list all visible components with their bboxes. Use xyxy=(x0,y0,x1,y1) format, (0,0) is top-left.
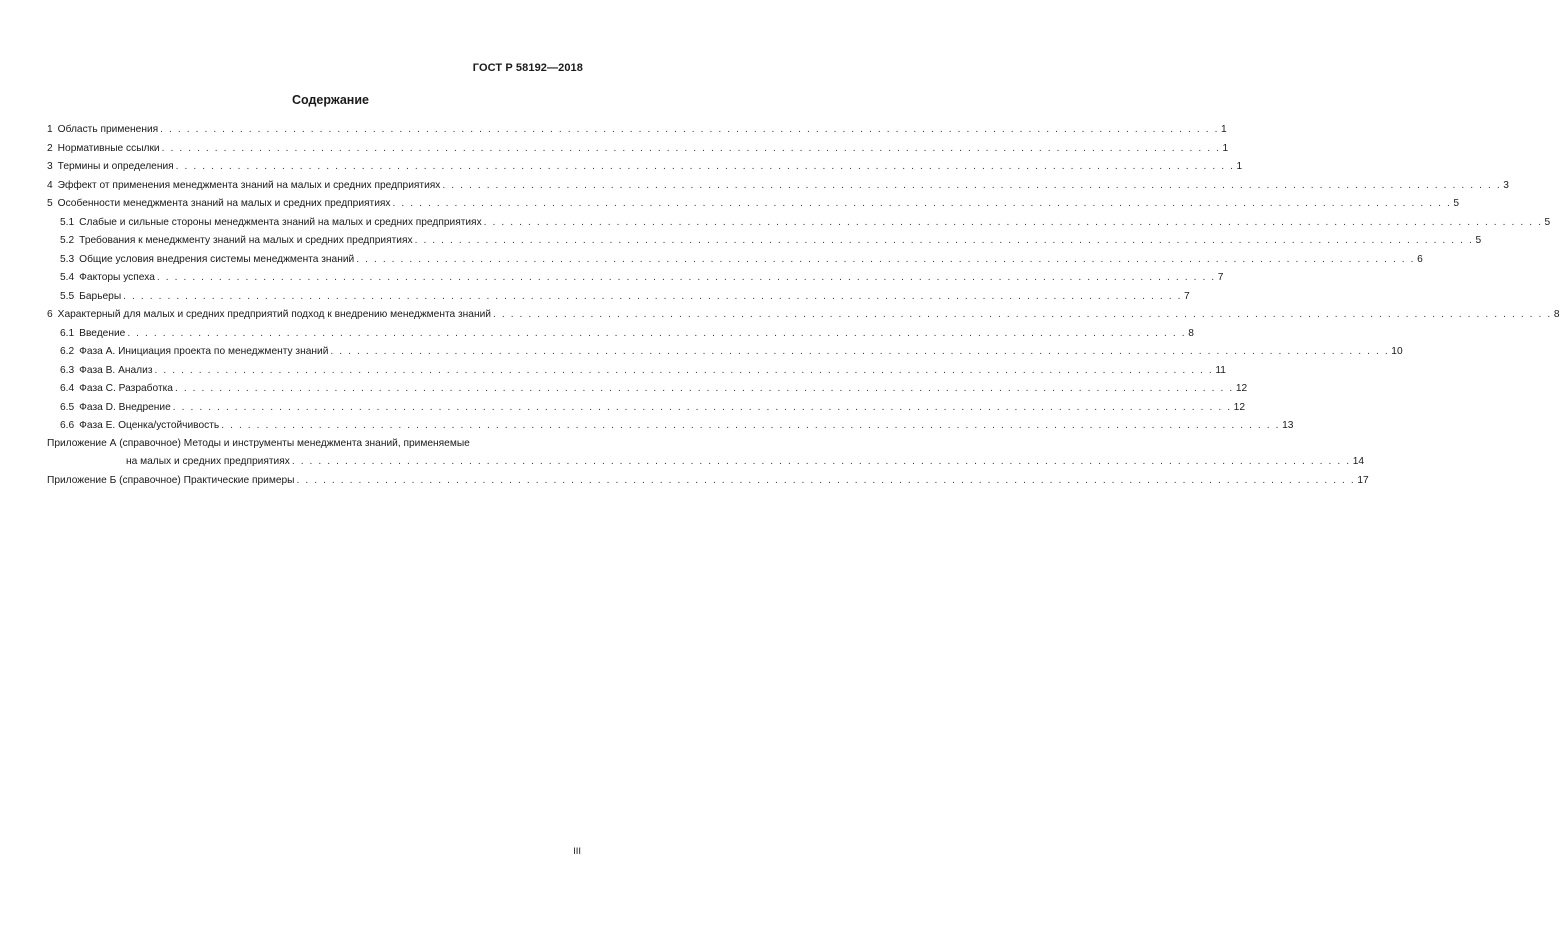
toc-number: 6.1 xyxy=(60,327,75,339)
toc-label: Фаза В. Анализ xyxy=(79,364,153,376)
toc-number: 6.6 xyxy=(60,420,75,431)
toc-entry-6-6[interactable] xyxy=(47,417,1294,436)
toc-page-number: 5 xyxy=(1475,235,1482,246)
toc-entry-6-2[interactable] xyxy=(47,343,1403,362)
dot-leader: . . . . . . . . . . . . . . . . . . . . . . . . . . . . . . . . . . . . . . . . . . . . . . . . . . . . . . . . . . . . . . . . . . . . . . . . . . . . . . . . . . . . . . . . . . . . . . . . . . . . . . . . . . . . . . . . . . . . . . . . xyxy=(127,327,1187,339)
toc-page-number: 1 xyxy=(1222,142,1229,154)
toc-page-number: 7 xyxy=(1217,272,1224,283)
toc-page-number: 10 xyxy=(1391,346,1403,357)
toc-label: на малых и средних предприятиях xyxy=(126,455,290,467)
toc-number: 5.2 xyxy=(60,235,75,246)
dot-leader: . . . . . . . . . . . . . . . . . . . . . . . . . . . . . . . . . . . . . . . . . . . . . . . . . . . . . . . . . . . . . . . . . . . . . . . . . . . . . . . . . . . . . . . . . . . . . . . . . . . . . . . . . . . . . . . . . . . . . . . . xyxy=(356,253,1416,265)
toc-label: Приложение Б (справочное) Практические примеры xyxy=(47,474,295,486)
toc-entry-5-3[interactable] xyxy=(47,251,1423,270)
toc-page-number: 5 xyxy=(1544,216,1551,228)
toc-appendix-a-line1[interactable] xyxy=(47,436,583,452)
toc-label: Нормативные ссылки xyxy=(57,142,160,154)
toc-page-number: 12 xyxy=(1235,383,1248,394)
toc-entry-6-5[interactable] xyxy=(47,399,1245,418)
toc-entry-6-4[interactable] xyxy=(47,380,1248,399)
toc-number: 6.5 xyxy=(60,401,75,413)
toc-page-number: 8 xyxy=(1188,327,1194,339)
dot-leader: . . . . . . . . . . . . . . . . . . . . . . . . . . . . . . . . . . . . . . . . . . . . . . . . . . . . . . . . . . . . . . . . . . . . . . . . . . . . . . . . . . . . . . . . . . . . . . . . . . . . . . . . . . . . . . . . . . . . . . . . xyxy=(156,272,1216,283)
toc-number: 1 xyxy=(47,124,53,135)
dot-leader: . . . . . . . . . . . . . . . . . . . . . . . . . . . . . . . . . . . . . . . . . . . . . . . . . . . . . . . . . . . . . . . . . . . . . . . . . . . . . . . . . . . . . . . . . . . . . . . . . . . . . . . . . . . . . . . . . . . . . . . . xyxy=(161,142,1221,154)
dot-leader: . . . . . . . . . . . . . . . . . . . . . . . . . . . . . . . . . . . . . . . . . . . . . . . . . . . . . . . . . . . . . . . . . . . . . . . . . . . . . . . . . . . . . . . . . . . . . . . . . . . . . . . . . . . . . . . . . . . . . . . . xyxy=(442,179,1502,191)
toc-label: Термины и определения xyxy=(57,161,174,172)
toc-appendix-a-line2[interactable] xyxy=(47,452,1365,472)
dot-leader: . . . . . . . . . . . . . . . . . . . . . . . . . . . . . . . . . . . . . . . . . . . . . . . . . . . . . . . . . . . . . . . . . . . . . . . . . . . . . . . . . . . . . . . . . . . . . . . . . . . . . . . . . . . . . . . . . . . . . . . . xyxy=(154,364,1214,376)
toc-label: Введение xyxy=(79,327,126,339)
dot-leader: . . . . . . . . . . . . . . . . . . . . . . . . . . . . . . . . . . . . . . . . . . . . . . . . . . . . . . . . . . . . . . . . . . . . . . . . . . . . . . . . . . . . . . . . . . . . . . . . . . . . . . . . . . . . . . . . . . . . . . . . xyxy=(296,474,1356,486)
toc-page-number: 13 xyxy=(1282,420,1294,431)
toc-label: Эффект от применения менеджмента знаний на малых и средних предприятиях xyxy=(57,179,441,191)
toc-entry-5[interactable] xyxy=(47,195,1460,214)
toc-entry-6-3[interactable] xyxy=(47,362,1226,381)
toc-number: 5.4 xyxy=(60,272,75,283)
dot-leader: . . . . . . . . . . . . . . . . . . . . . . . . . . . . . . . . . . . . . . . . . . . . . . . . . . . . . . . . . . . . . . . . . . . . . . . . . . . . . . . . . . . . . . . . . . . . . . . . . . . . . . . . . . . . . . . . . . . . . . . . xyxy=(160,124,1220,135)
page-title: Содержание xyxy=(291,93,369,107)
toc-label: Фаза D. Внедрение xyxy=(79,401,171,413)
toc-entry-3[interactable] xyxy=(47,158,1243,177)
toc-number: 2 xyxy=(47,142,53,154)
toc-page-number: 1 xyxy=(1221,124,1227,135)
dot-leader: . . . . . . . . . . . . . . . . . . . . . . . . . . . . . . . . . . . . . . . . . . . . . . . . . . . . . . . . . . . . . . . . . . . . . . . . . . . . . . . . . . . . . . . . . . . . . . . . . . . . . . . . . . . . . . . . . . . . . . . . xyxy=(291,455,1351,467)
toc-page-number: 11 xyxy=(1215,364,1226,376)
toc-number: 4 xyxy=(47,179,53,191)
toc-number: 6.3 xyxy=(60,364,75,376)
toc-entry-5-4[interactable] xyxy=(47,269,1224,288)
toc-label: Общие условия внедрения системы менеджмента знаний xyxy=(79,253,355,265)
toc-entry-2[interactable] xyxy=(47,140,1229,159)
dot-leader: . . . . . . . . . . . . . . . . . . . . . . . . . . . . . . . . . . . . . . . . . . . . . . . . . . . . . . . . . . . . . . . . . . . . . . . . . . . . . . . . . . . . . . . . . . . . . . . . . . . . . . . . . . . . . . . . . . . . . . . . xyxy=(172,401,1232,413)
toc-page-number: 7 xyxy=(1184,290,1190,302)
dot-leader: . . . . . . . . . . . . . . . . . . . . . . . . . . . . . . . . . . . . . . . . . . . . . . . . . . . . . . . . . . . . . . . . . . . . . . . . . . . . . . . . . . . . . . . . . . . . . . . . . . . . . . . . . . . . . . . . . . . . . . . . xyxy=(175,161,1235,172)
toc-label: Приложение А (справочное) Методы и инструменты менеджмента знаний, применяемые xyxy=(47,437,470,449)
toc-entry-1[interactable] xyxy=(47,121,1227,140)
dot-leader: . . . . . . . . . . . . . . . . . . . . . . . . . . . . . . . . . . . . . . . . . . . . . . . . . . . . . . . . . . . . . . . . . . . . . . . . . . . . . . . . . . . . . . . . . . . . . . . . . . . . . . . . . . . . . . . . . . . . . . . . xyxy=(414,235,1474,246)
toc-label: Факторы успеха xyxy=(79,272,155,283)
toc-entry-4[interactable] xyxy=(47,177,1509,196)
dot-leader: . . . . . . . . . . . . . . . . . . . . . . . . . . . . . . . . . . . . . . . . . . . . . . . . . . . . . . . . . . . . . . . . . . . . . . . . . . . . . . . . . . . . . . . . . . . . . . . . . . . . . . . . . . . . . . . . . . . . . . . . xyxy=(330,346,1390,357)
page-folio: III xyxy=(573,846,581,857)
toc-number: 5.3 xyxy=(60,253,75,265)
toc-entry-5-2[interactable] xyxy=(47,232,1482,251)
toc-entry-6-1[interactable] xyxy=(47,325,1194,344)
dot-leader: . . . . . . . . . . . . . . . . . . . . . . . . . . . . . . . . . . . . . . . . . . . . . . . . . . . . . . . . . . . . . . . . . . . . . . . . . . . . . . . . . . . . . . . . . . . . . . . . . . . . . . . . . . . . . . . . . . . . . . . . xyxy=(123,290,1183,302)
toc-page-number: 8 xyxy=(1553,309,1560,320)
toc-number: 6.4 xyxy=(60,383,75,394)
toc-label: Особенности менеджмента знаний на малых и средних предприятиях xyxy=(57,198,391,209)
toc-number: 5.1 xyxy=(60,216,75,228)
toc-label: Характерный для малых и средних предприятий подход к внедрению менеджмента знаний xyxy=(57,309,491,320)
toc-entry-5-5[interactable] xyxy=(47,288,1190,307)
toc-page-number: 14 xyxy=(1352,455,1365,467)
table-of-contents xyxy=(47,121,1560,490)
toc-label: Фаза С. Разработка xyxy=(79,383,173,394)
toc-label: Барьеры xyxy=(79,290,122,302)
dot-leader: . . . . . . . . . . . . . . . . . . . . . . . . . . . . . . . . . . . . . . . . . . . . . . . . . . . . . . . . . . . . . . . . . . . . . . . . . . . . . . . . . . . . . . . . . . . . . . . . . . . . . . . . . . . . . . . . . . . . . . . . xyxy=(174,383,1234,394)
toc-page-number: 5 xyxy=(1453,198,1460,209)
toc-number: 5.5 xyxy=(60,290,75,302)
dot-leader: . . . . . . . . . . . . . . . . . . . . . . . . . . . . . . . . . . . . . . . . . . . . . . . . . . . . . . . . . . . . . . . . . . . . . . . . . . . . . . . . . . . . . . . . . . . . . . . . . . . . . . . . . . . . . . . . . . . . . . . . xyxy=(483,216,1543,228)
toc-number: 3 xyxy=(47,161,53,172)
toc-number: 5 xyxy=(47,198,53,209)
document-code: ГОСТ Р 58192—2018 xyxy=(472,62,583,74)
toc-label: Фаза Е. Оценка/устойчивость xyxy=(79,420,220,431)
toc-entry-6[interactable] xyxy=(47,306,1560,325)
dot-leader: . . . . . . . . . . . . . . . . . . . . . . . . . . . . . . . . . . . . . . . . . . . . . . . . . . . . . . . . . . . . . . . . . . . . . . . . . . . . . . . . . . . . . . . . . . . . . . . . . . . . . . . . . . . . . . . . . . . . . . . . xyxy=(492,309,1552,320)
toc-label: Требования к менеджменту знаний на малых и средних предприятиях xyxy=(79,235,413,246)
toc-page-number: 17 xyxy=(1357,474,1369,486)
toc-number: 6 xyxy=(47,309,53,320)
dot-leader: . . . . . . . . . . . . . . . . . . . . . . . . . . . . . . . . . . . . . . . . . . . . . . . . . . . . . . . . . . . . . . . . . . . . . . . . . . . . . . . . . . . . . . . . . . . . . . . . . . . . . . . . . . . . . . . . . . . . . . . . xyxy=(221,420,1281,431)
toc-appendix-b[interactable] xyxy=(47,472,1369,491)
toc-page-number: 12 xyxy=(1233,401,1245,413)
toc-number: 6.2 xyxy=(60,346,75,357)
toc-page-number: 6 xyxy=(1417,253,1423,265)
toc-label: Слабые и сильные стороны менеджмента знаний на малых и средних предприятиях xyxy=(79,216,482,228)
toc-page-number: 3 xyxy=(1503,179,1509,191)
toc-label: Фаза А. Инициация проекта по менеджменту знаний xyxy=(79,346,329,357)
toc-page-number: 1 xyxy=(1236,161,1243,172)
toc-label: Область применения xyxy=(57,124,159,135)
dot-leader: . . . . . . . . . . . . . . . . . . . . . . . . . . . . . . . . . . . . . . . . . . . . . . . . . . . . . . . . . . . . . . . . . . . . . . . . . . . . . . . . . . . . . . . . . . . . . . . . . . . . . . . . . . . . . . . . . . . . . . . . xyxy=(392,198,1452,209)
toc-entry-5-1[interactable] xyxy=(47,214,1551,233)
